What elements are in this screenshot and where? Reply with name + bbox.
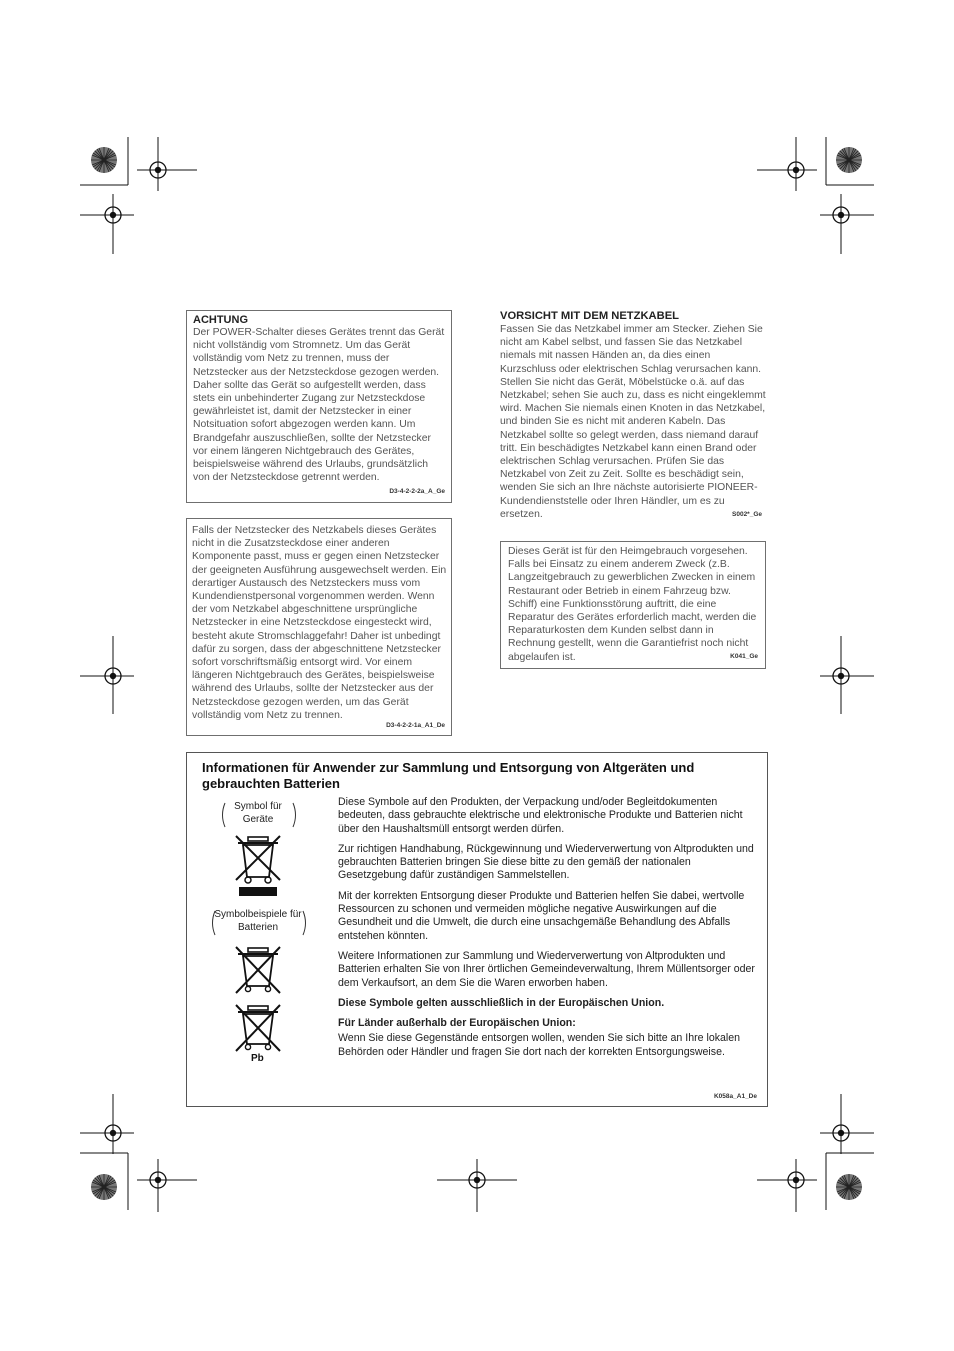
symbol-batteries-label-text: Symbolbeispiele für Batterien [214, 909, 302, 933]
pb-label: Pb [251, 1053, 264, 1064]
heimgebrauch-text: Dieses Gerät ist für den Heimgebrauch vorgesehen. Falls bei Einsatz zu einem anderem Zweck (z.B. Langzeitgebrauch zu gewerblichen Zwecken in einem Restaurant oder Betrieb in einem Fahrzeug bzw. Schiff) eine Funktionsstörung auftritt, die eine Reparatur des Gerätes erforderlich macht, werden die Reparaturkosten dem Kunden selbst dann in Rechnung gestellt, wenn die Garantiefrist noch nicht abgelaufen ist. [508, 546, 757, 663]
registration-mark-bottom-center [456, 1159, 498, 1201]
info-paragraph-4: Weitere Informationen zur Sammlung und Wiederverwertung von Altprodukten und Batterien erhalten Sie von Ihrer örtlichen Gemeindeverwaltung, Ihrem Müllentsorger oder dem Verkaufsort, an dem Sie die Waren erworben haben. [338, 949, 755, 989]
heimgebrauch-code: K041_Ge [730, 653, 758, 660]
plug-code: D3-4-2-2-1a_A1_De [386, 722, 445, 729]
registration-mark-top-left-b [92, 194, 134, 236]
registration-mark-bottom-left-a [92, 1112, 134, 1154]
info-outside-eu-text: Wenn Sie diese Gegenstände entsorgen wollen, wenden Sie sich bitte an Ihre lokalen Behörden oder Händler und fragen Sie dort nach der korrekten Entsorgungsweise. [338, 1032, 741, 1058]
achtung-box [186, 310, 452, 503]
crossed-bin-battery-icon [233, 945, 283, 997]
achtung-text: Der POWER-Schalter dieses Gerätes trennt das Gerät nicht vollständig vom Stromnetz. Um das Gerät vollständig vom Netz zu trennen, muss der Netzstecker aus der Netzsteckdose gezogen werden. Daher sollte das Gerät so aufgestellt werden, dass stets ein unbehinderter Zugang zur Netzsteckdose gewährleistet ist, damit der Netzstecker in einer Notsituation sofort abgezogen werden kann. Um Brandgefahr auszuschließen, sollte der Netzstecker vor einem längeren Nichtgebrauch des Gerätes, beispielsweise während des Urlaubs, grundsätzlich von der Netzsteckdose getrennt werden. [193, 327, 445, 484]
plug-text: Falls der Netzstecker des Netzkabels dieses Gerätes nicht in die Zusatzsteckdose einer anderen Komponente passt, muss er gegen einen Netzstecker der geeigneten Ausführung ausgewechselt werden. Ein derartiger Austausch des Netzsteckers muss vom Kundendienstpersonal vorgenommen werden. Wenn der vom Netzkabel abgeschnittene ursprüngliche Netzstecker in eine Netzsteckdose eingesteckt wird, besteht akute Stromschlaggefahr! Daher ist unbedingt dafür zu sorgen, dass der abgeschnittene Netzstecker sofort vorschriftsmäßig entsorgt wird. Vor einem längeren Nichtgebrauch des Gerätes, beispielsweise während des Urlaubs, sollte der Netzstecker aus der Netzsteckdose gezogen werden, um das Gerät vollständig vom Netz zu trennen. [192, 525, 447, 721]
info-paragraph-1: Diese Symbole auf den Produkten, der Verpackung und/oder Begleitdokumenten bedeuten, dass gebrauchte elektrische und elektronische Produkte und Batterien nicht über den Haushaltsmüll entsorgt werden dürfen. [338, 796, 743, 835]
info-eu-only: Diese Symbole gelten ausschließlich in der Europäischen Union. [338, 996, 665, 1009]
info-title: Informationen für Anwender zur Sammlung und Entsorgung von Altgeräten und gebrauchten Batterien [202, 760, 695, 791]
label-bracket-devices [219, 801, 299, 833]
registration-mark-top-left-a [137, 149, 179, 191]
registration-mark-top-right-b [820, 194, 862, 236]
info-paragraph-2: Zur richtigen Handhabung, Rückgewinnung und Wiederverwertung von Altprodukten und gebrauchten Batterien bringen Sie diese bitte zu den gemäß der nationalen Gesetzgebung dafür zuständigen Sammelstellen. [338, 842, 754, 882]
heimgebrauch-box [500, 541, 766, 669]
registration-mark-top-right-a [775, 149, 817, 191]
registration-mark-bottom-right-a [820, 1112, 862, 1154]
registration-mark-mid-right [820, 655, 862, 697]
netzkabel-title: VORSICHT MIT DEM NETZKABEL [500, 310, 679, 322]
star-target-top-left [91, 147, 117, 173]
info-outside-eu-title: Für Länder außerhalb der Europäischen Union: [338, 1017, 576, 1030]
bin-underline-bar [239, 887, 277, 896]
plug-box [186, 518, 452, 736]
registration-mark-bottom-left-b [137, 1159, 179, 1201]
netzkabel-code: S002*_Ge [732, 511, 762, 518]
info-code: K058a_A1_De [713, 1093, 757, 1100]
netzkabel-text: Fassen Sie das Netzkabel immer am Stecker. Ziehen Sie nicht am Kabel selbst, und fassen Sie das Netzkabel niemals mit nassen Händen an, da dies einen Kurzschluss oder elektrischen Schlag verursachen kann. Stellen Sie nicht das Gerät, Möbelstücke o.ä. auf das Netzkabel; sehen Sie auch zu, dass es nicht eingeklemmt wird. Machen Sie niemals einen Knoten in das Netzkabel, und binden Sie es nicht mit anderen Kabeln. Das Netzkabel sollte so gelegt werden, dass niemand darauf tritt. Ein beschädigtes Netzkabel kann einen Brand oder elektrischen Schlag verursachen. Prüfen Sie das Netzkabel von Zeit zu Zeit. Sollte es beschädigt sein, wenden Sie sich an Ihre nächste autorisierte PIONEER-Kundendienststelle oder Ihren Händler, um es zu ersetzen. [500, 324, 766, 520]
star-target-bottom-right [836, 1174, 862, 1200]
achtung-code: D3-4-2-2-2a_A_Ge [389, 488, 445, 495]
achtung-title: ACHTUNG [193, 314, 248, 326]
crossed-bin-battery-pb-icon [233, 1003, 283, 1055]
star-target-top-right [836, 147, 862, 173]
label-bracket-batteries [209, 909, 309, 941]
symbol-devices-label-text: Symbol für Geräte [234, 801, 282, 825]
registration-mark-bottom-right-b [775, 1159, 817, 1201]
star-target-bottom-left [91, 1174, 117, 1200]
info-box [186, 752, 768, 1107]
info-text-column [338, 796, 756, 1059]
info-paragraph-3: Mit der korrekten Entsorgung dieser Produkte und Batterien helfen Sie dabei, wertvolle Ressourcen zu schonen und vermeiden mögliche negative Auswirkungen auf die Gesundheit und die Umwelt, die durch eine unsachgemäße Behandlung des Abfalls entstehen könnten. [338, 889, 745, 942]
registration-mark-mid-left [92, 655, 134, 697]
